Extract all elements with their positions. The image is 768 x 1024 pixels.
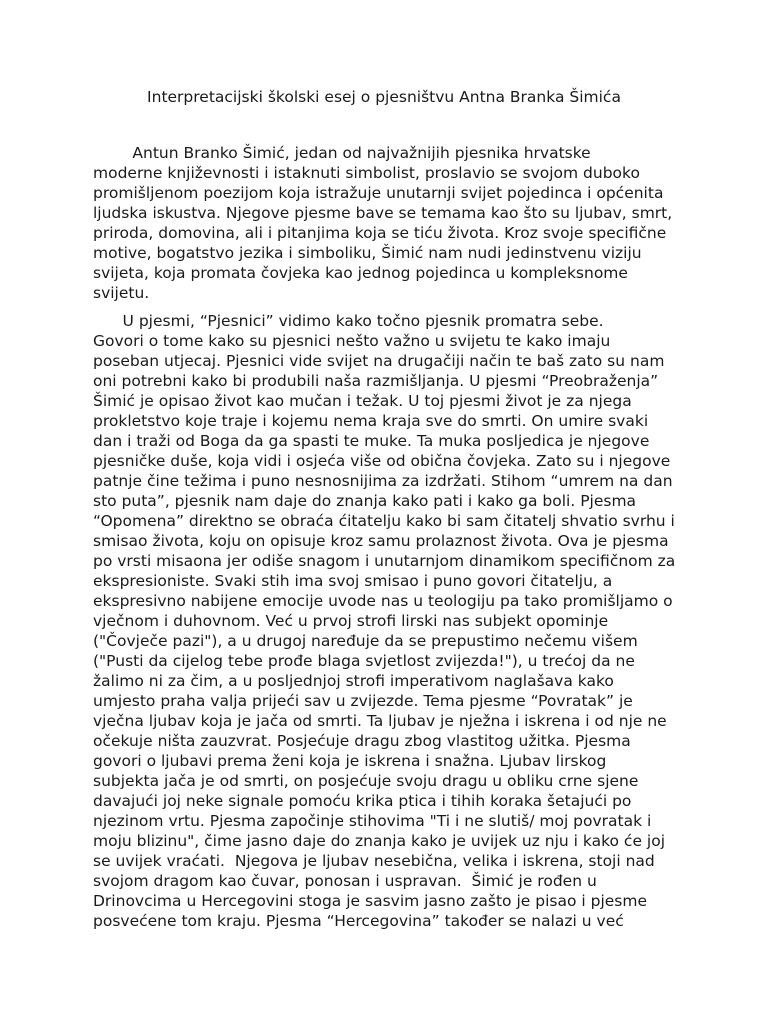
text-line: prokletstvo koje traje i kojemu nema kraja sve do smrti. On umire svaki (93, 412, 649, 430)
paragraph-analysis (93, 311, 693, 931)
text-line: Antun Branko Šimić, jedan od najvažnijih pjesnika hrvatske (93, 144, 591, 162)
text-line: dan i traži od Boga da ga spasti te muke. Ta muka posljedica je njegove (93, 432, 650, 450)
text-line: patnje čine težima i puno nesnosnijima za izdržati. Stihom “umrem na dan (93, 472, 673, 490)
text-line: smisao života, koju on opisuje kroz samu prolaznost života. Ova je pjesma (93, 532, 669, 550)
text-line: priroda, domovina, ali i pitanjima koja se tiću života. Kroz svoje specifične (93, 224, 667, 242)
text-line: žalimo ni za čim, a u posljednjoj strofi imperativom naglašava kako (93, 672, 614, 690)
text-line: posvećene tom kraju. Pjesma “Hercegovina” također se nalazi u već (93, 912, 624, 930)
text-line: svijeta, koja promata čovjeka kao jednog pojedinca u kompleksnome (93, 264, 628, 282)
text-line: Šimić je opisao život kao mučan i težak. U toj pjesmi život je za njega (93, 392, 632, 410)
text-line: poseban utjecaj. Pjesnici vide svijet na drugačiji način te baš zato su nam (93, 352, 665, 370)
text-line: ljudska iskustva. Njegove pjesme bave se temama kao što su ljubav, smrt, (93, 204, 673, 222)
text-line: ("Pusti da cijelog tebe prođe blaga svjetlost zvijezda!"), u trećoj da ne (93, 652, 635, 670)
text-line: očekuje ništa zauzvrat. Posjećuje dragu zbog vlastitog užitka. Pjesma (93, 732, 631, 750)
text-line: moju blizinu", čime jasno daje do znanja kako je uvijek uz nju i kako će joj (93, 832, 666, 850)
text-line: oni potrebni kako bi produbili naša razmišljanja. U pjesmi “Preobraženja” (93, 372, 659, 390)
text-line: njezinom vrtu. Pjesma započinje stihovima "Ti i ne slutiš/ moj povratak i (93, 812, 652, 830)
text-line: po vrsti misaona jer odiše snagom i unutarnjom dinamikom specifičnom za (93, 552, 676, 570)
text-line: sto puta”, pjesnik nam daje do znanja kako pati i kako ga boli. Pjesma (93, 492, 637, 510)
text-line: promišljenom poezijom koja istražuje unutarnji svijet pojedinca i općenita (93, 184, 664, 202)
text-line: ekspresivno nabijene emocije uvode nas u teologiju pa tako promišljamo o (93, 592, 673, 610)
text-line: “Opomena” direktno se obraća ćitatelju kako bi sam čitatelj shvatio svrhu i (93, 512, 675, 530)
text-line: svijetu. (93, 284, 150, 302)
text-line: subjekta jača je od smrti, on posjećuje svoju dragu u obliku crne sjene (93, 772, 639, 790)
text-line: U pjesmi, “Pjesnici” vidimo kako točno pjesnik promatra sebe. (93, 312, 604, 330)
text-line: moderne književnosti i istaknuti simbolist, proslavio se svojom duboko (93, 164, 640, 182)
document-title: Interpretacijski školski esej o pjesništvu Antna Branka Šimića (147, 88, 621, 106)
paragraph-intro (93, 143, 693, 303)
text-line: Drinovcima u Hercegovini stoga je sasvim jasno zašto je pisao i pjesme (93, 892, 647, 910)
text-line: vječnom i duhovnom. Već u prvoj strofi lirski nas subjekt opominje (93, 612, 609, 630)
text-line: umjesto praha valja prijeći sav u zvijezde. Tema pjesme “Povratak” je (93, 692, 633, 710)
text-line: govori o ljubavi prema ženi koja je iskrena i snažna. Ljubav lirskog (93, 752, 607, 770)
text-line: ("Čovječe pazi"), a u drugoj naređuje da se prepustimo nečemu višem (93, 632, 638, 650)
text-line: se uvijek vraćati. Njegova je ljubav nesebična, velika i iskrena, stoji nad (93, 852, 655, 870)
text-line: svojom dragom kao čuvar, ponosan i uspravan. Šimić je rođen u (93, 872, 597, 890)
text-line: pjesničke duše, koja vidi i osjeća više od obična čovjeka. Zato su i njegove (93, 452, 671, 470)
text-line: motive, bogatstvo jezika i simboliku, Šimić nam nudi jedinstvenu viziju (93, 244, 642, 262)
text-line: davajući joj neke signale pomoću krika ptica i tihih koraka šetajući po (93, 792, 632, 810)
text-line: ekspresioniste. Svaki stih ima svoj smisao i puno govori čitatelju, a (93, 572, 613, 590)
text-line: Govori o tome kako su pjesnici nešto važno u svijetu te kako imaju (93, 332, 611, 350)
text-line: vječna ljubav koja je jača od smrti. Ta ljubav je nježna i iskrena i od nje ne (93, 712, 667, 730)
